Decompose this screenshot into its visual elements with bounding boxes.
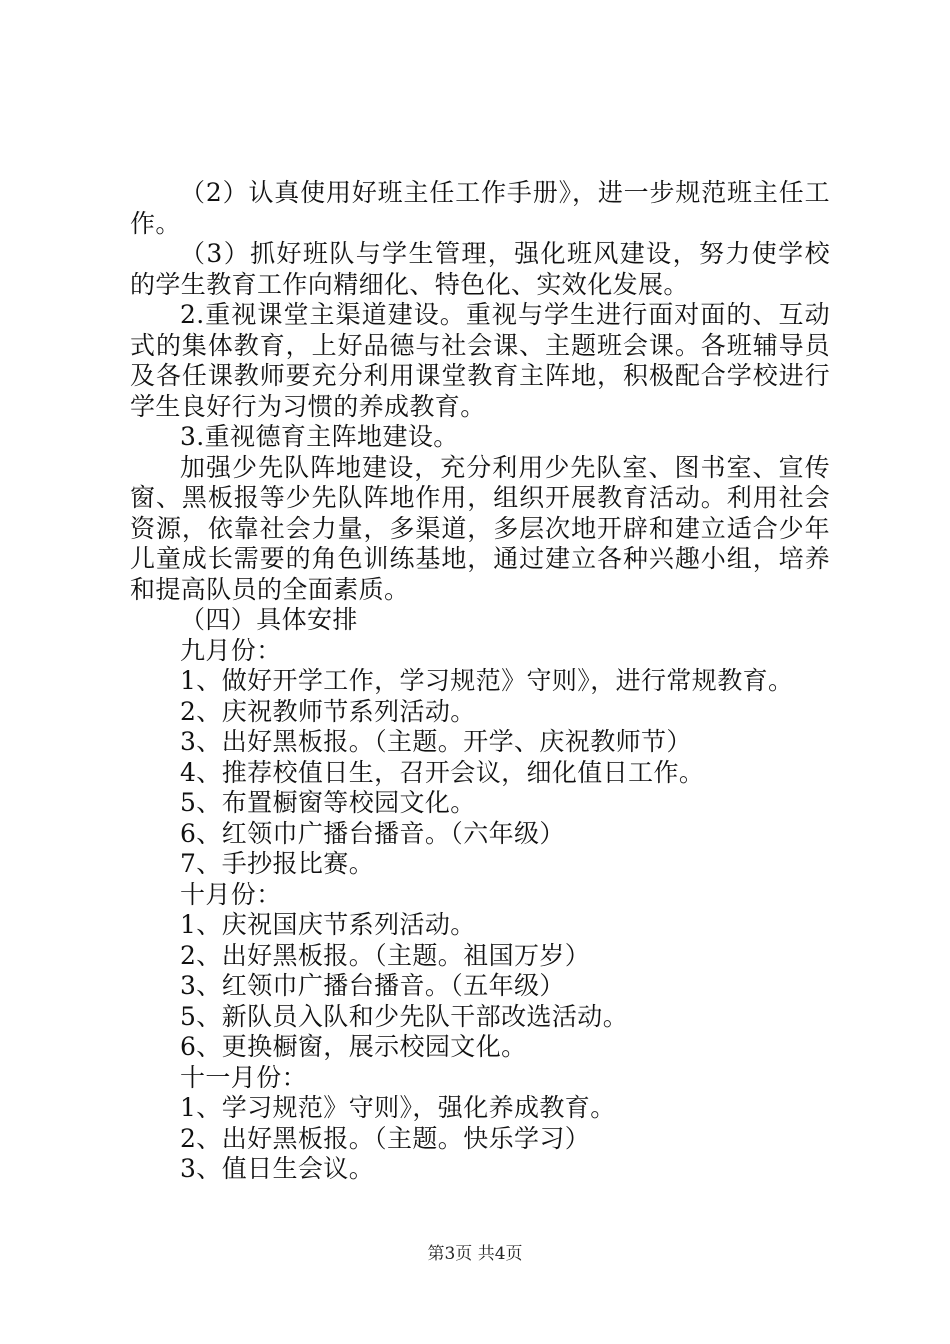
- page-footer: 第3页 共4页: [427, 1244, 523, 1264]
- month-heading-october: 十月份：: [180, 879, 282, 909]
- list-item: 2、庆祝教师节系列活动。: [180, 696, 476, 726]
- paragraph-moral-base: 3.重视德育主阵地建设。: [180, 422, 459, 451]
- list-item: 3、红领巾广播台播音。（五年级）: [180, 971, 565, 1000]
- list-item: 5、新队员入队和少先队干部改选活动。: [180, 1001, 629, 1031]
- list-item: 5、布置橱窗等校园文化。: [180, 788, 476, 817]
- list-item: 2、出好黑板报。（主题。快乐学习）: [180, 1123, 591, 1153]
- paragraph-manual: （2）认真使用好班主任工作手册》，进一步规范班主任工作。: [130, 178, 830, 238]
- paragraph-pioneer-base: 加强少先队阵地建设，充分利用少先队室、图书室、宣传窗、黑板报等少先队阵地作用，组织开展教育活动。利用社会资源，依靠社会力量，多渠道，多层次地开辟和建立适合少年儿童成长需要的角色训练基地，通过建立各种兴趣小组，培养和提高队员的全面素质。: [130, 452, 830, 604]
- list-item: 6、红领巾广播台播音。（六年级）: [180, 818, 565, 848]
- list-item: 3、出好黑板报。（主题。开学、庆祝教师节）: [180, 727, 692, 756]
- paragraph-classroom-channel: 2.重视课堂主渠道建设。重视与学生进行面对面的、互动式的集体教育，上好品德与社会课、主题班会课。各班辅导员及各任课教师要充分利用课堂教育主阵地，积极配合学校进行学生良好行为习惯的养成教育。: [130, 300, 830, 421]
- list-item: 1、做好开学工作，学习规范》守则》，进行常规教育。: [180, 666, 794, 695]
- list-item: 2、出好黑板报。（主题。祖国万岁）: [180, 940, 591, 970]
- list-item: 4、推荐校值日生，召开会议，细化值日工作。: [180, 757, 705, 787]
- month-heading-september: 九月份：: [180, 635, 282, 665]
- paragraph-class-management: （3）抓好班队与学生管理，强化班风建设，努力使学校的学生教育工作向精细化、特色化、实效化发展。: [130, 239, 830, 299]
- month-heading-november: 十一月份：: [180, 1062, 308, 1092]
- list-item: 1、学习规范》守则》，强化养成教育。: [180, 1093, 616, 1122]
- document-body: [130, 178, 830, 1185]
- list-item: 7、手抄报比赛。: [180, 849, 375, 878]
- list-item: 1、庆祝国庆节系列活动。: [180, 910, 476, 939]
- section-heading-schedule: （四）具体安排: [180, 605, 358, 634]
- list-item: 6、更换橱窗，展示校园文化。: [180, 1032, 527, 1061]
- list-item: 3、值日生会议。: [180, 1154, 375, 1183]
